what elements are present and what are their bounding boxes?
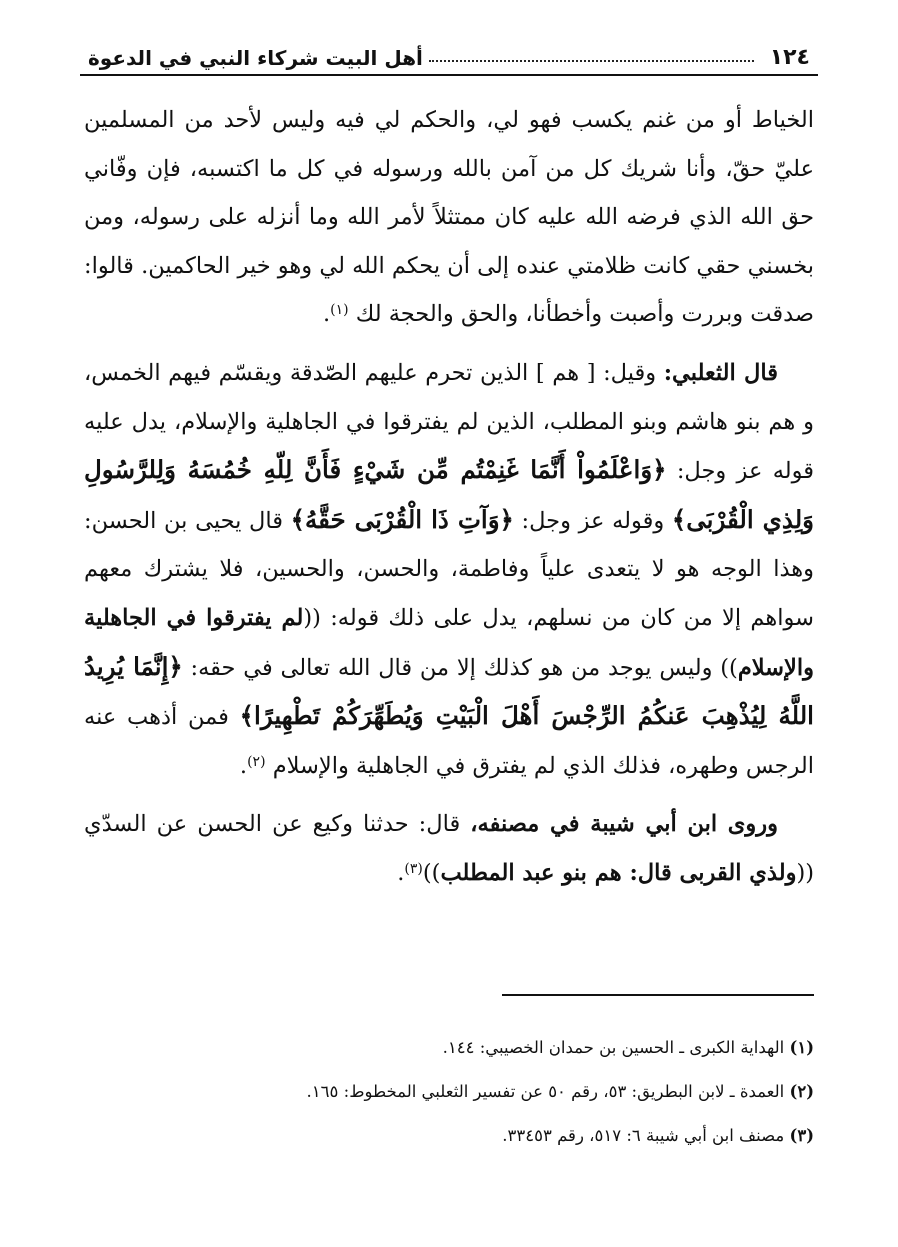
footnote-ref-3: (٣) bbox=[404, 860, 423, 877]
paragraph-3-text-b: )) bbox=[422, 859, 441, 886]
paragraph-2-text-b: وقوله عز وجل: bbox=[513, 507, 672, 534]
paragraph-3-text-a: قال: حدثنا وكيع عن الحسن عن السدّي (( bbox=[84, 811, 814, 886]
page-header bbox=[88, 36, 810, 70]
footnote-2-number: (٢) bbox=[789, 1082, 814, 1101]
paragraph-3-bold: وروى ابن أبي شيبة في مصنفه، bbox=[470, 811, 778, 838]
quran-verse-2: ﴿وَآتِ ذَا الْقُرْبَى حَقَّهُ﴾ bbox=[290, 504, 514, 534]
paragraph-1 bbox=[84, 96, 814, 339]
paragraph-2-text-e: فمن أذهب عنه الرجس وطهره، فذلك الذي لم يفترق في الجاهلية والإسلام bbox=[84, 704, 814, 779]
paragraph-2 bbox=[84, 349, 814, 790]
footnote-1-text: الهداية الكبرى ـ الحسين بن حمدان الخصيبي: ١٤٤. bbox=[442, 1038, 785, 1057]
paragraph-1-text: الخياط أو من غنم يكسب فهو لي، والحكم لي فيه وليس لأحد من المسلمين عليّ حقّ، وأنا شريك كل من آمن بالله ورسوله في كل ما اكتسبه، فإن وفّاني حق الله الذي فرضه الله عليه كان ممتثلاً لأمر الله وما أنزله على رسوله، ومن بخسني حقي كانت ظلامتي عنده إلى أن يحكم الله لي وهو خير الحاكمين. قالوا: صدقت وبررت وأصبت وأخطأنا، والحق والحجة لك bbox=[84, 107, 814, 328]
page-number: ١٢٤ bbox=[769, 45, 810, 70]
quran-verse-3: ﴿إِنَّمَا يُرِيدُ اللَّهُ لِيُذْهِبَ عَنكُمُ الرِّجْسَ أَهْلَ الْبَيْتِ وَيُطَهِّرَكُمْ تَطْهِيرًا﴾ bbox=[84, 651, 814, 731]
footnote-ref-1: (١) bbox=[330, 302, 349, 319]
bold-quote-1: لم يفترقوا في الجاهلية والإسلام bbox=[84, 604, 814, 681]
footnotes bbox=[84, 1026, 814, 1158]
main-text bbox=[84, 96, 814, 898]
footnote-1-number: (١) bbox=[789, 1038, 814, 1057]
paragraph-1-end: . bbox=[322, 301, 331, 328]
footnote-3-text: مصنف ابن أبي شيبة ٦: ٥١٧، رقم ٣٣٤٥٣. bbox=[502, 1126, 785, 1145]
bold-quote-2: ولذي القربى قال: هم بنو عبد المطلب bbox=[440, 859, 797, 886]
paragraph-2-text-a: وقيل: [ هم ] الذين تحرم عليهم الصّدقة ويقسّم فيهم الخمس، و هم بنو هاشم وبنو المطلب، الذين لم يفترقوا في الجاهلية والإسلام، يدل عليه قوله عز وجل: bbox=[84, 359, 814, 485]
footnote-3 bbox=[84, 1114, 814, 1158]
quran-verse-1: ﴿وَاعْلَمُواْ أَنَّمَا غَنِمْتُم مِّن شَيْءٍ فَأَنَّ لِلّهِ خُمُسَهُ وَلِلرَّسُولِ وَلِذِي الْقُرْبَى﴾ bbox=[84, 455, 814, 534]
footnote-2-text: العمدة ـ لابن البطريق: ٥٣، رقم ٥٠ عن تفسير الثعلبي المخطوط: ١٦٥. bbox=[306, 1082, 785, 1101]
speaker-label: قال الثعلبي: bbox=[663, 359, 779, 386]
paragraph-3-end: . bbox=[397, 859, 405, 886]
paragraph-2-text-c: قال يحيى بن الحسن: وهذا الوجه هو لا يتعدى علياً وفاطمة، والحسن، والحسين، فلا يشترك معهم سواهم إلا من كان من نسلهم، يدل على ذلك قوله: (( bbox=[84, 507, 814, 631]
footnote-1 bbox=[84, 1026, 814, 1070]
header-dotted-leader bbox=[429, 60, 754, 62]
footnote-separator bbox=[502, 994, 814, 996]
footnote-ref-2: (٢) bbox=[247, 753, 266, 770]
paragraph-3 bbox=[84, 800, 814, 897]
footnote-3-number: (٣) bbox=[789, 1126, 814, 1145]
paragraph-2-text-d: )) وليس يوجد من هو كذلك إلا من قال الله تعالى في حقه: bbox=[182, 654, 738, 681]
footnote-2 bbox=[84, 1070, 814, 1114]
header-rule bbox=[80, 74, 818, 76]
paragraph-2-end: . bbox=[239, 752, 248, 779]
running-title: أهل البيت شركاء النبي في الدعوة bbox=[88, 46, 423, 70]
